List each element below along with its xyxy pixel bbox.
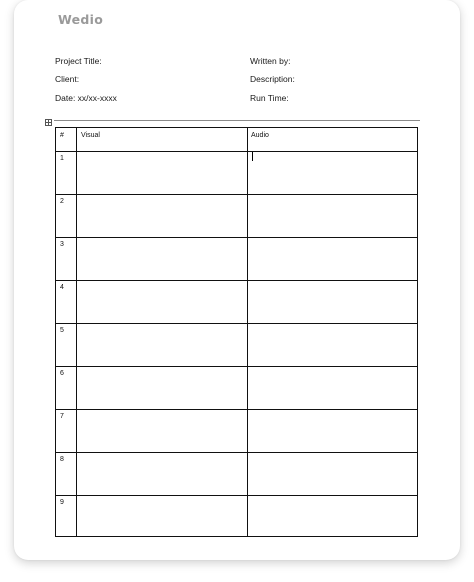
brand-logo: Wedio (58, 12, 104, 27)
row-number: 4 (60, 284, 64, 291)
table-top-rule (54, 120, 420, 121)
row-number: 6 (60, 370, 64, 377)
project-title-label: Project Title: (55, 56, 102, 66)
header-audio: Audio (251, 132, 269, 139)
row-divider (56, 495, 417, 496)
row-divider (56, 323, 417, 324)
row-divider (56, 366, 417, 367)
row-number: 9 (60, 499, 64, 506)
storyboard-table (55, 127, 418, 537)
column-divider (76, 128, 77, 536)
row-divider (56, 194, 417, 195)
row-number: 2 (60, 198, 64, 205)
row-number: 5 (60, 327, 64, 334)
text-cursor[interactable] (252, 152, 253, 161)
row-divider (56, 237, 417, 238)
date-label: Date: xx/xx-xxxx (55, 93, 117, 103)
description-label: Description: (250, 74, 295, 84)
run-time-label: Run Time: (250, 93, 289, 103)
row-divider (56, 280, 417, 281)
row-divider (56, 409, 417, 410)
row-number: 8 (60, 456, 64, 463)
header-visual: Visual (81, 132, 100, 139)
table-move-handle-icon[interactable] (45, 119, 52, 126)
row-number: 1 (60, 155, 64, 162)
written-by-label: Written by: (250, 56, 291, 66)
header-row-divider (56, 151, 417, 152)
row-divider (56, 452, 417, 453)
header-number: # (60, 132, 64, 139)
row-number: 7 (60, 413, 64, 420)
column-divider (247, 128, 248, 536)
client-label: Client: (55, 74, 80, 84)
row-number: 3 (60, 241, 64, 248)
